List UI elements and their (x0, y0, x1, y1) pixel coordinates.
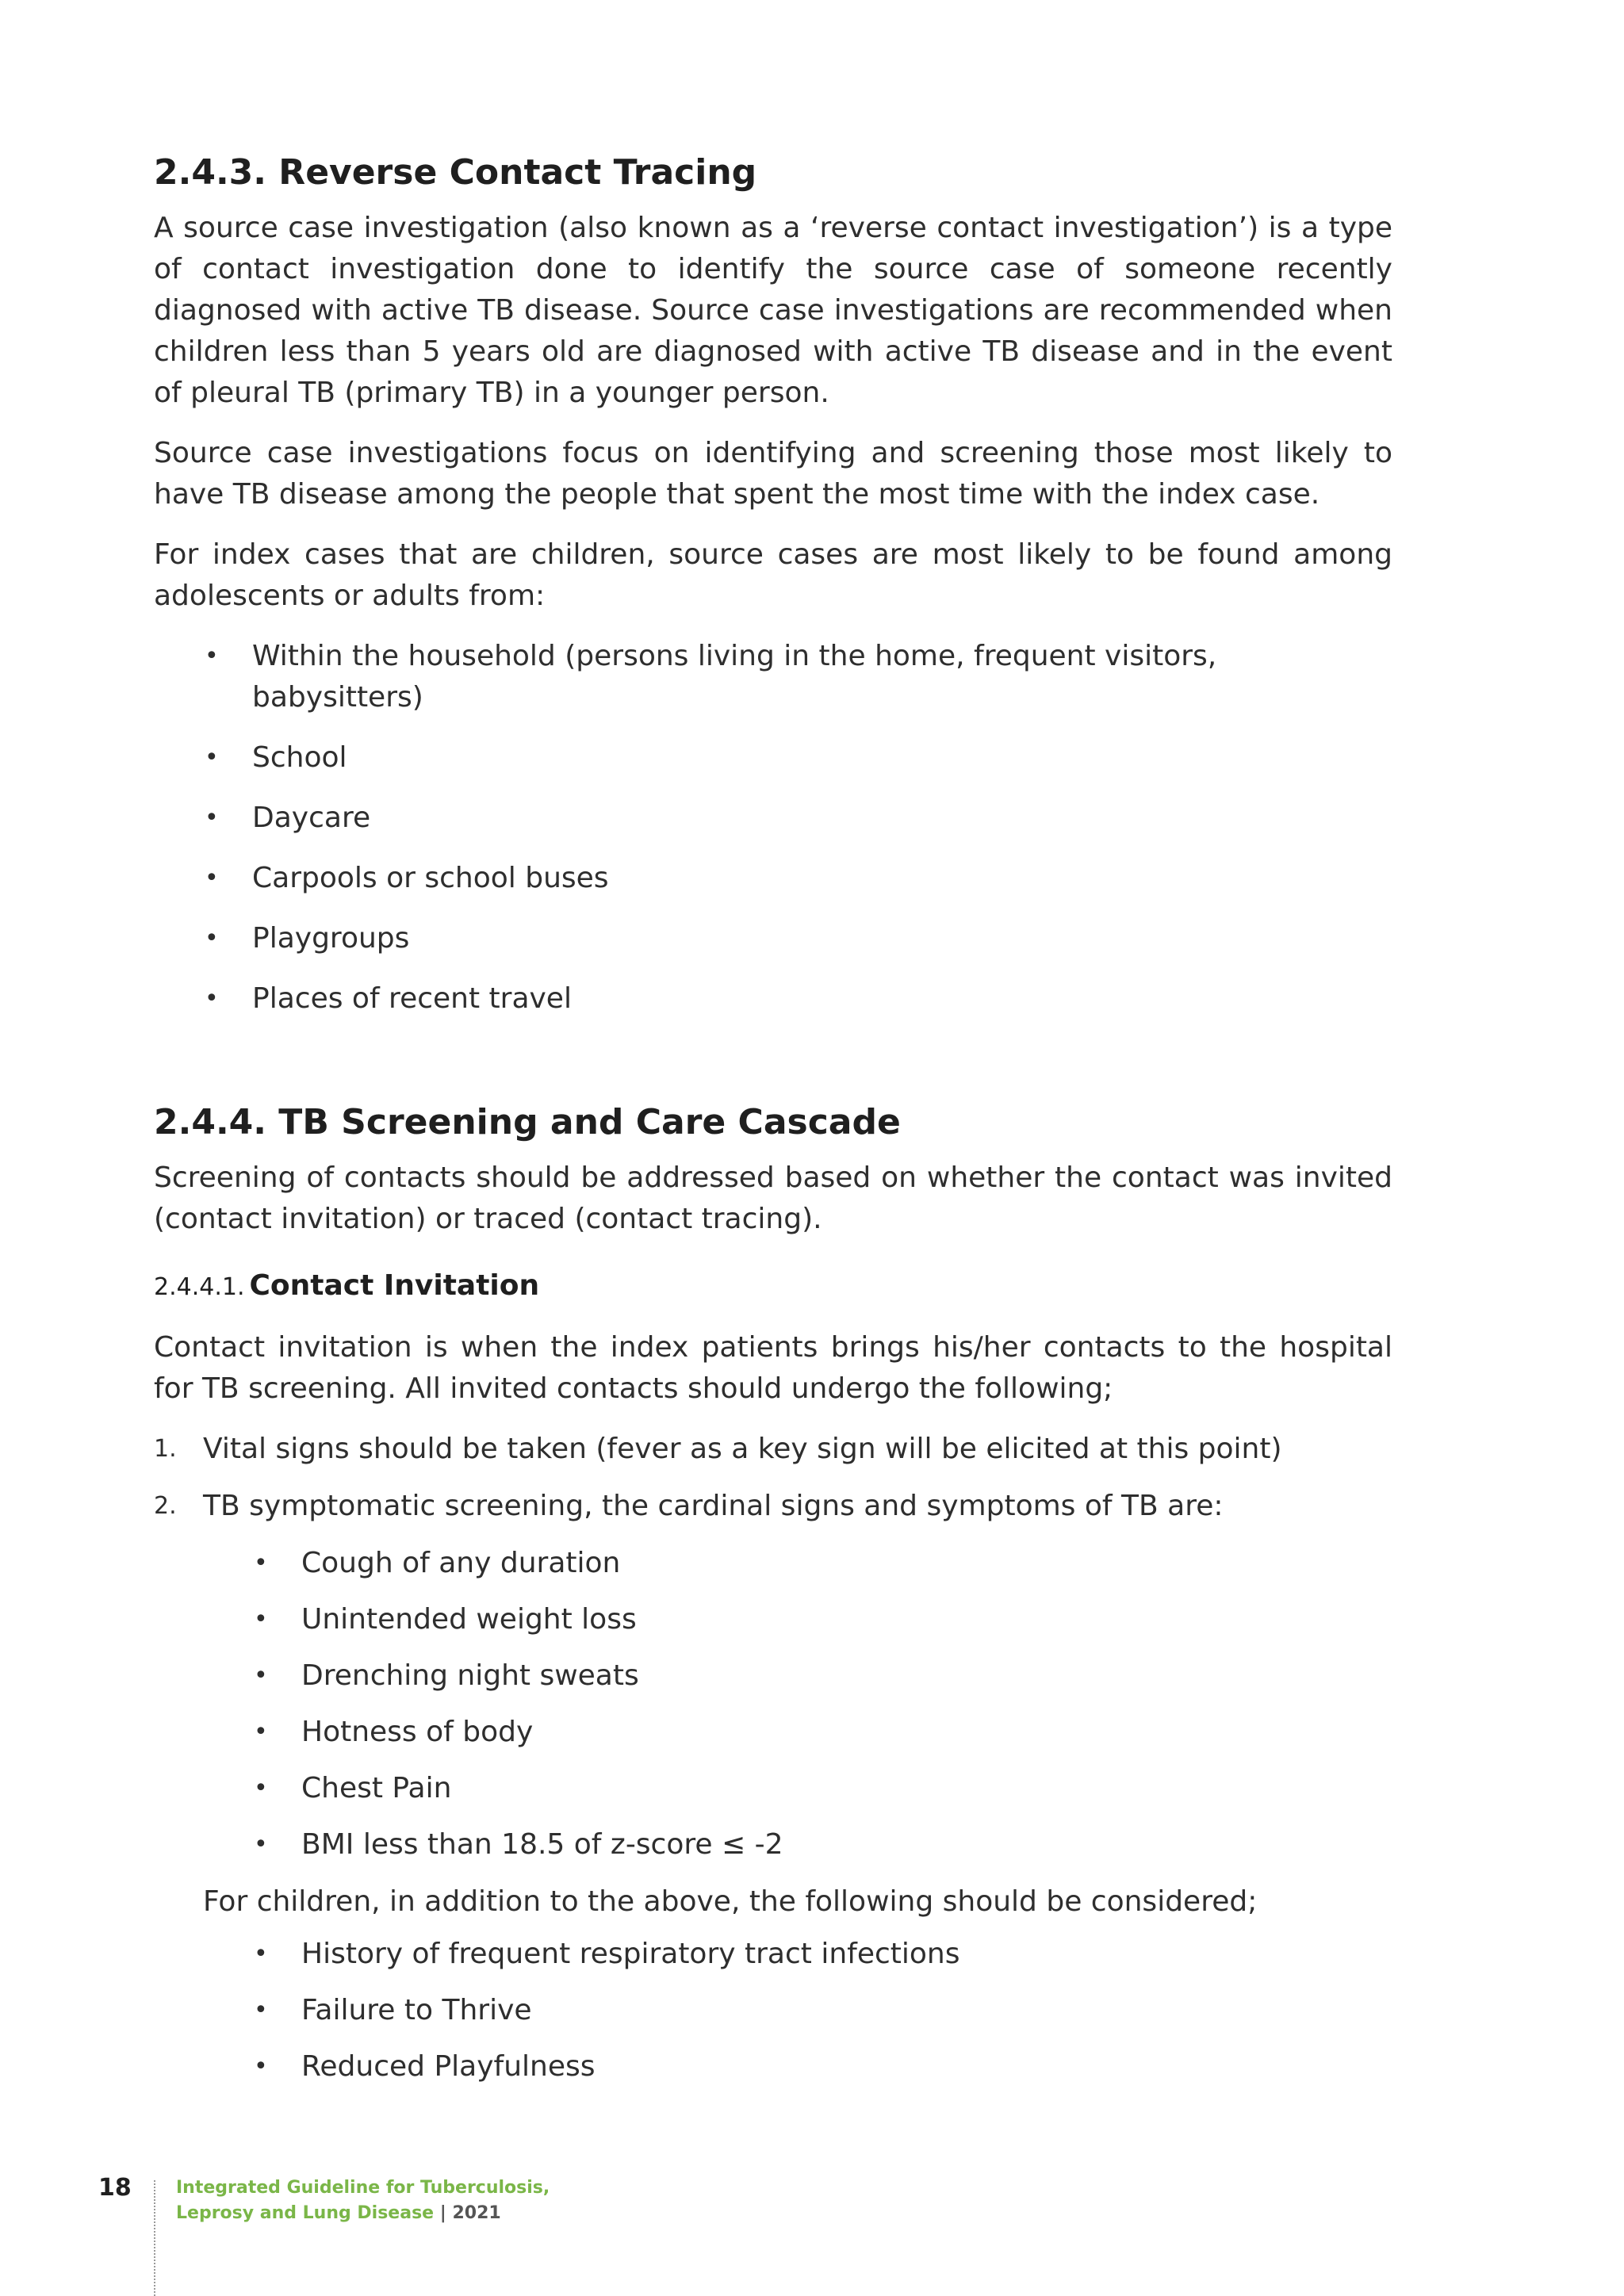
list-item (154, 636, 1392, 718)
list-item (203, 1543, 1392, 1584)
symptoms-list (203, 1543, 1392, 1866)
list-item-text: Drenching night sweats (301, 1659, 639, 1692)
page-content (154, 151, 1392, 2103)
list-item (203, 1599, 1392, 1640)
bullet-icon: • (254, 1996, 268, 2024)
list-item-text: Places of recent travel (252, 982, 572, 1015)
list-item-text: School (252, 741, 347, 774)
section-tb-screening-care-cascade (154, 1100, 1392, 2087)
list-item-text: BMI less than 18.5 of z-score ≤ -2 (301, 1828, 783, 1861)
paragraph: Screening of contacts should be addressed based on whether the contact was invited (contact invitation) or traced (contact tracing). (154, 1161, 1392, 1235)
list-item (203, 1655, 1392, 1697)
list-item-text: Reduced Playfulness (301, 2050, 596, 2083)
bullet-icon: • (254, 1662, 268, 1689)
bullet-icon: • (254, 1718, 268, 1746)
list-item (203, 1712, 1392, 1753)
list-item-text: Daycare (252, 802, 371, 834)
list-item-text: Unintended weight loss (301, 1603, 637, 1636)
bullet-icon: • (254, 1774, 268, 1802)
source-locations-list (154, 636, 1392, 1020)
bullet-icon: • (254, 1831, 268, 1858)
paragraph: For index cases that are children, source cases are most likely to be found among adolescents or adults from: (154, 538, 1392, 612)
list-item (154, 918, 1392, 959)
list-item-text: Within the household (persons living in the home, frequent visitors, babysitters) (252, 640, 1217, 714)
list-item (154, 858, 1392, 899)
list-item (203, 1934, 1392, 1975)
footer-separator: | (439, 2203, 446, 2223)
list-item-text: Chest Pain (301, 1772, 452, 1804)
list-item (203, 1824, 1392, 1866)
bullet-icon: • (205, 642, 219, 670)
children-note: For children, in addition to the above, the following should be considered; (203, 1885, 1258, 1918)
bullet-icon: • (205, 804, 219, 832)
list-item (154, 737, 1392, 779)
subsection-heading (154, 1265, 1392, 1308)
list-item-text: History of frequent respiratory tract infections (301, 1938, 960, 1970)
list-item-text: Failure to Thrive (301, 1994, 532, 2026)
footer-title (176, 2175, 550, 2226)
subsection-number: 2.4.4.1. (154, 1273, 245, 1301)
section-reverse-contact-tracing (154, 151, 1392, 1020)
step-number: 2. (154, 1492, 177, 1520)
footer-divider (154, 2180, 155, 2296)
list-item (154, 798, 1392, 839)
bullet-icon: • (205, 864, 219, 892)
section-heading: 2.4.3. Reverse Contact Tracing (154, 152, 757, 193)
bullet-icon: • (254, 2053, 268, 2080)
list-item (203, 1768, 1392, 1809)
screening-steps-list (154, 1429, 1392, 1866)
list-item (154, 978, 1392, 1020)
footer-line-2 (176, 2201, 550, 2226)
list-item (203, 2046, 1392, 2087)
page-number: 18 (98, 2174, 132, 2202)
list-item-text: Cough of any duration (301, 1547, 621, 1579)
bullet-icon: • (205, 744, 219, 771)
step-number: 1. (154, 1435, 177, 1463)
list-item-text: Hotness of body (301, 1716, 534, 1748)
bullet-icon: • (205, 985, 219, 1012)
bullet-icon: • (205, 924, 219, 952)
subsection-title: Contact Invitation (249, 1269, 540, 1302)
paragraph: Source case investigations focus on identifying and screening those most likely to have TB disease among the people that spent the most time with the index case. (154, 437, 1392, 511)
footer-line-1: Integrated Guideline for Tuberculosis, (176, 2178, 550, 2198)
footer-year: 2021 (452, 2203, 501, 2223)
paragraph: Contact invitation is when the index patients brings his/her contacts to the hospital for TB screening. All invited contacts should undergo the following; (154, 1331, 1392, 1405)
paragraph: A source case investigation (also known as a ‘reverse contact investigation’) is a type of contact investigation done to identify the source case of someone recently diagnosed with active TB disease. Source case investigations are recommended when children less than 5 years old are diagnosed with active TB disease and in the event of pleural TB (primary TB) in a younger person. (154, 212, 1392, 409)
footer-line-2-text: Leprosy and Lung Disease (176, 2203, 435, 2223)
list-item (203, 1990, 1392, 2031)
step-item (154, 1429, 1392, 1470)
list-item-text: Carpools or school buses (252, 862, 609, 894)
bullet-icon: • (254, 1940, 268, 1968)
bullet-icon: • (254, 1549, 268, 1577)
step-text: Vital signs should be taken (fever as a key sign will be elicited at this point) (203, 1433, 1282, 1465)
bullet-icon: • (254, 1605, 268, 1633)
step-item (154, 1486, 1392, 1866)
step-text: TB symptomatic screening, the cardinal signs and symptoms of TB are: (203, 1490, 1224, 1522)
children-considerations-list (203, 1934, 1392, 2087)
list-item-text: Playgroups (252, 922, 410, 955)
section-heading: 2.4.4. TB Screening and Care Cascade (154, 1102, 901, 1142)
